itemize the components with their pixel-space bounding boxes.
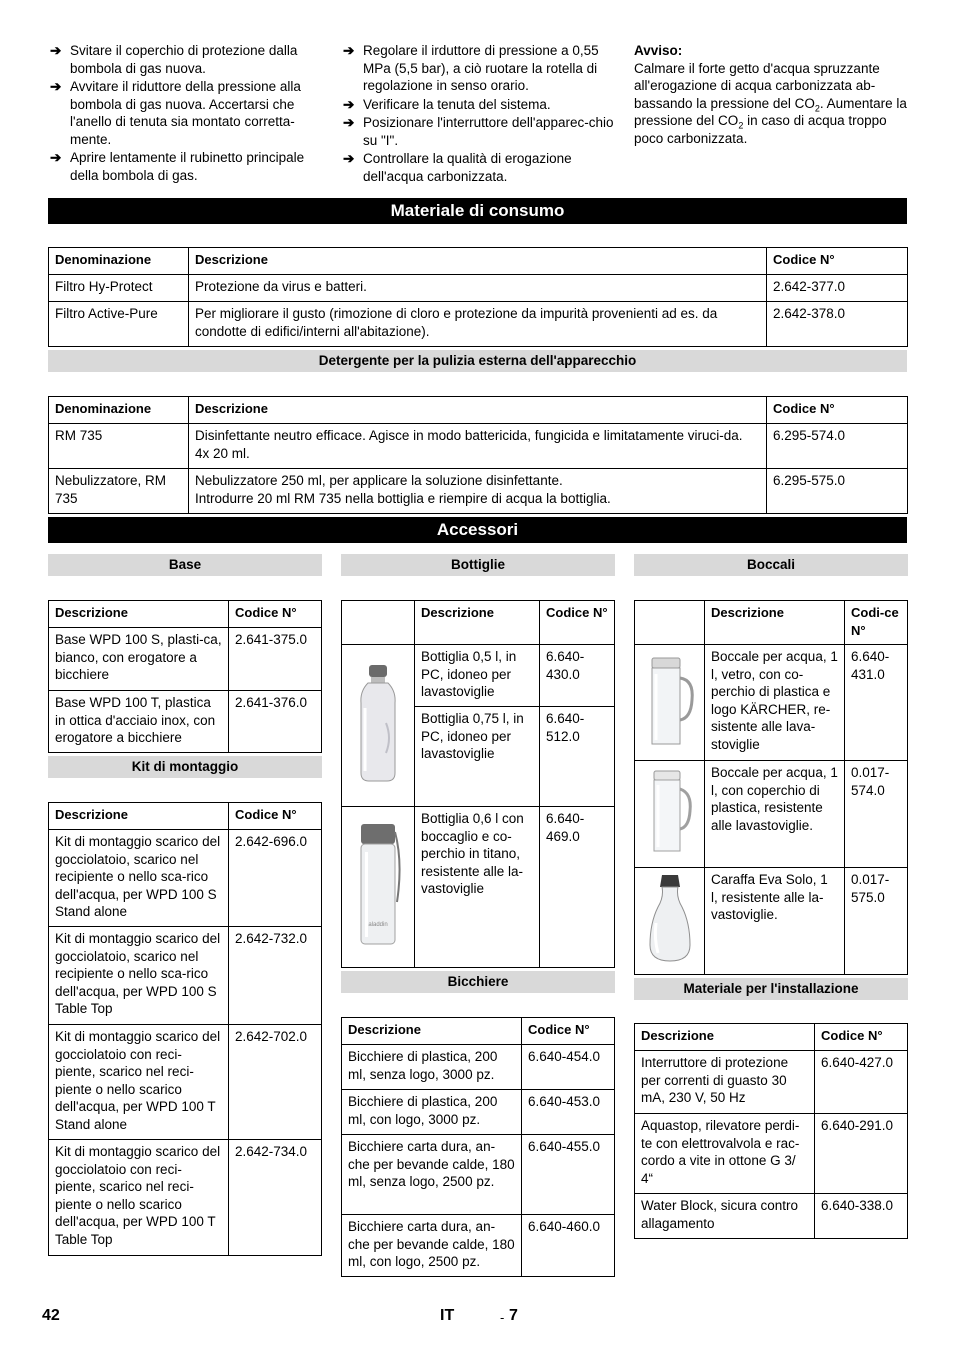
section-title-accessories: Accessori (48, 517, 907, 543)
base-table (48, 600, 322, 753)
subsection-title-bottles: Bottiglie (341, 554, 615, 576)
table-row: Bicchiere carta dura, an-che per bevande calde, 180 ml, senza logo, 2500 pz. 6.640-455.0 (342, 1135, 615, 1215)
carafe-image (635, 868, 705, 975)
col-header: Codice N° (229, 601, 322, 628)
jug-image (635, 645, 705, 761)
glasses-table (341, 1017, 615, 1277)
arrow-right-icon: ➔ (50, 43, 62, 58)
table-row: Bicchiere di plastica, 200 ml, con logo, 3000 pz. 6.640-453.0 (342, 1090, 615, 1135)
table-row: Bicchiere carta dura, an-che per bevande calde, 180 ml, con logo, 2500 pz. 6.640-460.0 (342, 1215, 615, 1277)
table-row: Kit di montaggio scarico del gocciolatoio con reci-piente, scarico nel reci-piente o nello scarico dell'acqua, per WPD 100 T Table Top 2.642-734.0 (49, 1140, 322, 1256)
section-page-number: 7 (509, 1307, 518, 1324)
subsection-title-jugs: Boccali (634, 554, 908, 576)
consumables-table (48, 247, 908, 347)
bottle-icon (355, 822, 401, 947)
step: ➔ Regolare il irduttore di pressione a 0,55 MPa (5,5 bar), a ciò ruotare la rotella di regolazione in senso orario. (343, 43, 599, 93)
table-row: Nebulizzatore, RM 735 Nebulizzatore 250 ml, per applicare la soluzione disinfettante. Introdurre 20 ml RM 735 nella bottiglia e riempire di acqua la bottiglia. 6.295-575.0 (49, 469, 908, 514)
table-row: Filtro Hy-Protect Protezione da virus e batteri. 2.642-377.0 (49, 275, 908, 302)
bottle-icon (356, 663, 400, 783)
table-row: Bottiglia 0,75 l, in PC, idoneo per lavastoviglie 6.640-512.0 (342, 707, 615, 807)
col-header: Codi-ce N° (845, 601, 908, 645)
table-row: Bottiglia 0,5 l, in PC, idoneo per lavastoviglie 6.640-430.0 (342, 645, 615, 707)
bottle-image (342, 807, 415, 968)
step: ➔ Verificare la tenuta del sistema. (343, 96, 551, 112)
jug-icon (642, 650, 698, 750)
kit-table (48, 802, 322, 1256)
bottles-table (341, 600, 615, 968)
col-header: Denominazione (49, 397, 189, 424)
arrow-right-icon: ➔ (343, 115, 355, 130)
col-header: Descrizione (705, 601, 845, 645)
table-row: Kit di montaggio scarico del gocciolatoio, scarico nel recipiente o nello sca-rico dell'acqua, per WPD 100 S Table Top 2.642-732.0 (49, 927, 322, 1025)
carafe-icon (642, 873, 698, 965)
table-row: Bicchiere di plastica, 200 ml, senza logo, 3000 pz. 6.640-454.0 (342, 1045, 615, 1090)
table-row: Kit di montaggio scarico del gocciolatoio con reci-piente, scarico nel reci-piente o nello scarico dell'acqua, per WPD 100 T Stand alone 2.642-702.0 (49, 1025, 322, 1140)
table-row: Boccale per acqua, 1 l, vetro, con co-perchio di plastica e logo KÄRCHER, re-sistente alle lava-stoviglie 6.640-431.0 (635, 645, 908, 761)
col-header: Codice N° (522, 1018, 615, 1045)
subsection-title-install: Materiale per l'installazione (634, 978, 908, 1000)
table-row: RM 735 Disinfettante neutro efficace. Agisce in modo battericida, fungicida e limitatamente viruci-da. 4x 20 ml. 6.295-574.0 (49, 424, 908, 469)
table-row: Aquastop, rilevatore perdi-te con elettrovalvola e rac-cordo a vite in ottone G 3/ 4“ 6.640-291.0 (635, 1114, 908, 1194)
notice-text: Calmare il forte getto d'acqua spruzzante all'erogazione di acqua carbonizzata ab-bassando la pressione del $CO_2$. Aumentare la pressione del $CO_2$ in caso di acqua troppo poco carbonizzata. (634, 60, 907, 146)
jugs-table (634, 600, 908, 975)
arrow-right-icon: ➔ (50, 79, 62, 94)
step: ➔ Posizionare l'interruttore dell'apparec-chio su "I". (343, 115, 614, 148)
step: ➔ Svitare il coperchio di protezione dalla bombola di gas nuova. (50, 43, 298, 76)
col-header: Codice N° (767, 397, 908, 424)
step: ➔ Avvitare il riduttore della pressione alla bombola di gas nuova. Accertarsi che l'anello di tenuta sia montato corretta-mente. (50, 79, 301, 147)
notice-title: Avviso: (634, 43, 683, 58)
table-row: Caraffa Eva Solo, 1 l, resistente alle la-vastoviglie. 0.017-575.0 (635, 868, 908, 975)
table-row: Water Block, sicura contro allagamento 6.640-338.0 (635, 1194, 908, 1239)
subsection-title-kit: Kit di montaggio (48, 756, 322, 778)
subsection-title-base: Base (48, 554, 322, 576)
arrow-right-icon: ➔ (343, 96, 355, 112)
subsection-title-glasses: Bicchiere (341, 971, 615, 993)
svg-text:aladdin: aladdin (368, 922, 388, 929)
col-header: Descrizione (49, 601, 229, 628)
arrow-right-icon: ➔ (50, 150, 62, 165)
col-header: Descrizione (49, 803, 229, 830)
arrow-right-icon: ➔ (343, 43, 355, 58)
table-row: Base WPD 100 T, plastica in ottica d'acciaio inox, con erogatore a bicchiere 2.641-376.0 (49, 691, 322, 753)
col-header: Descrizione (415, 601, 540, 645)
col-header: Codice N° (815, 1024, 908, 1051)
jug-image (635, 761, 705, 868)
section-title-consumables: Materiale di consumo (48, 198, 907, 224)
page-number: 42 (42, 1307, 60, 1324)
jug-icon (642, 767, 698, 857)
col-header: Denominazione (49, 248, 189, 275)
step: ➔ Aprire lentamente il rubinetto principale della bombola di gas. (50, 150, 305, 183)
col-header: Codice N° (767, 248, 908, 275)
instructions-col2 (341, 42, 616, 186)
bottle-image (342, 645, 415, 807)
arrow-right-icon: ➔ (343, 151, 355, 166)
instructions-col1 (48, 42, 323, 185)
col-header: Codice N° (540, 601, 615, 645)
col-header: Descrizione (342, 1018, 522, 1045)
step: ➔ Controllare la qualità di erogazione dell'acqua carbonizzata. (343, 151, 572, 184)
table-row: Kit di montaggio scarico del gocciolatoio, scarico nel recipiente o nello sca-rico dell'acqua, per WPD 100 S Stand alone 2.642-696.0 (49, 830, 322, 927)
col-header: Descrizione (189, 248, 767, 275)
col-header: Descrizione (635, 1024, 815, 1051)
notice (634, 42, 908, 147)
table-row: Boccale per acqua, 1 l, con coperchio di plastica, resistente alle lavastoviglie. 0.017-574.0 (635, 761, 908, 868)
table-row: Interruttore di protezione per correnti di guasto 30 mA, 230 V, 50 Hz 6.640-427.0 (635, 1051, 908, 1114)
language-code: IT (440, 1307, 455, 1324)
footer-separator: - (500, 1310, 505, 1325)
table-row: Base WPD 100 S, plasti-ca, bianco, con erogatore a bicchiere 2.641-375.0 (49, 628, 322, 691)
table-row: aladdin Bottiglia 0,6 l con boccaglio e co-perchio in titano, resistente alle la-vastoviglie 6.640-469.0 (342, 807, 615, 968)
col-header: Descrizione (189, 397, 767, 424)
col-header: Codice N° (229, 803, 322, 830)
table-row: Filtro Active-Pure Per migliorare il gusto (rimozione di cloro e protezione da impurità provenienti ad es. da condotte di edifici/interni all'abitazione). 2.642-378.0 (49, 302, 908, 347)
subsection-title-cleaner: Detergente per la pulizia esterna dell'apparecchio (48, 350, 907, 372)
install-table (634, 1023, 908, 1239)
cleaner-table (48, 396, 908, 514)
